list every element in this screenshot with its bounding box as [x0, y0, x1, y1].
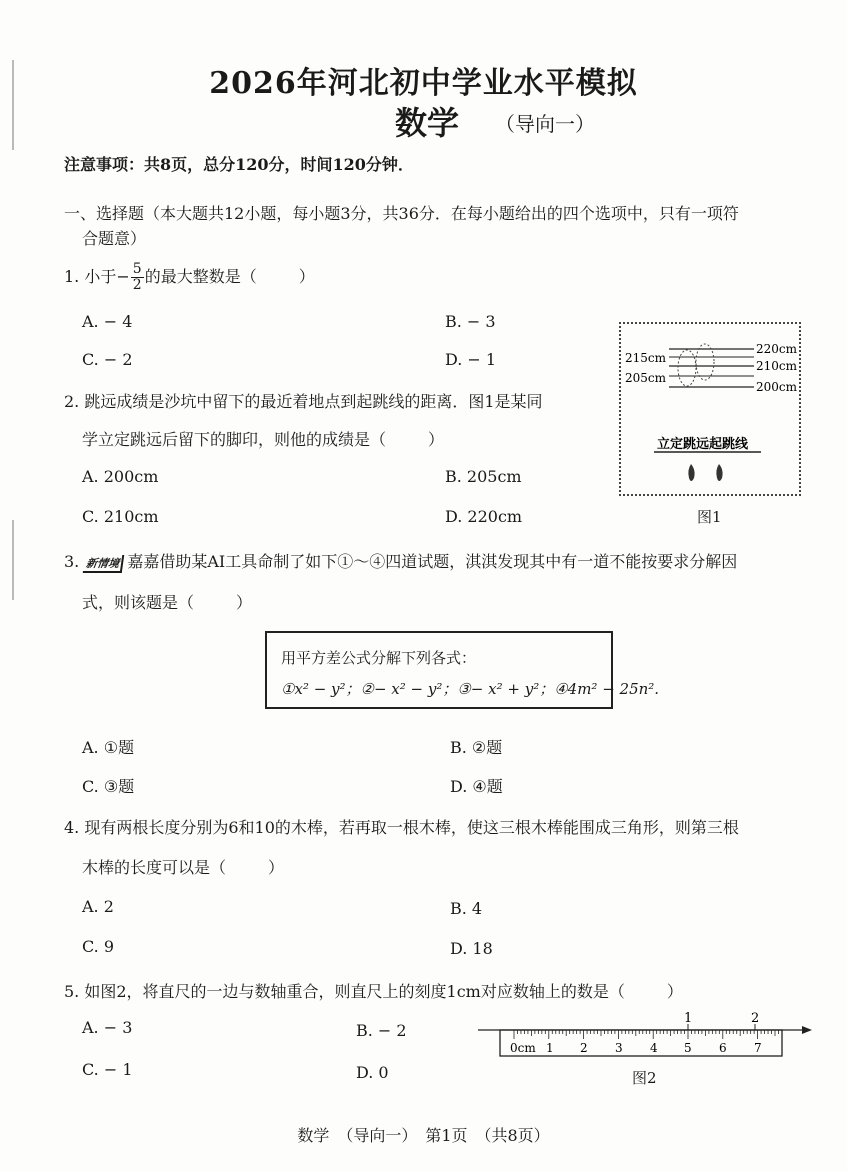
question-1	[64, 262, 315, 293]
fig1-label-200: 200cm	[756, 380, 798, 394]
q4-option-c[interactable]: C. 9	[82, 937, 115, 956]
figure-1	[619, 322, 801, 496]
ruler-label-3: 3	[615, 1041, 623, 1055]
q4-option-d[interactable]: D. 18	[450, 939, 493, 958]
figure-2-caption: 图2	[632, 1069, 657, 1087]
figure-1-drawing	[621, 324, 799, 494]
q3-close: ）	[236, 593, 253, 612]
q1-option-a[interactable]: A. − 4	[82, 312, 133, 331]
ruler-label-2: 2	[580, 1041, 588, 1055]
q4-close: ）	[268, 858, 285, 877]
q3-stem-line1: 嘉嘉借助某AI工具命制了如下①～④四道试题，淇淇发现其中有一道不能按要求分解因	[127, 552, 738, 571]
axis-label-2: 2	[751, 1011, 760, 1026]
q2-option-b[interactable]: B. 205cm	[445, 467, 522, 486]
q1-fraction	[131, 262, 144, 293]
section-heading-line1: 一、选择题（本大题共12小题，每小题3分，共36分．在每小题给出的四个选项中，只有一项符	[64, 204, 739, 223]
ruler-label-7: 7	[754, 1041, 762, 1055]
question-3-line1	[64, 549, 737, 573]
section-heading-line2: 合题意）	[82, 229, 147, 248]
q1-frac-den: 2	[132, 277, 142, 293]
page-footer: 数学 （导向一） 第1页 （共8页）	[297, 1126, 550, 1145]
footprint-right-icon	[716, 464, 722, 481]
q3-option-b[interactable]: B. ②题	[450, 738, 503, 757]
ruler-label-6: 6	[719, 1041, 727, 1055]
q1-option-b[interactable]: B. − 3	[445, 312, 496, 331]
q4-option-a[interactable]: A. 2	[82, 897, 114, 916]
question-5-line1	[64, 979, 683, 1002]
q2-option-a[interactable]: A. 200cm	[82, 467, 159, 486]
ruler-label-4: 4	[650, 1041, 658, 1055]
question-4-line1: 4. 现有两根长度分别为6和10的木棒，若再取一根木棒，使这三根木棒能围成三角形，则第三根	[64, 818, 739, 837]
fig1-label-205: 205cm	[625, 371, 667, 385]
q3-stem-line2: 式，则该题是（	[82, 593, 195, 612]
subject-subtitle: （导向一）	[495, 112, 595, 136]
q1-option-c[interactable]: C. − 2	[82, 350, 133, 369]
q3-formula-box	[265, 631, 660, 709]
q5-option-c[interactable]: C. − 1	[82, 1060, 133, 1079]
q3-number: 3.	[64, 552, 80, 571]
scan-edge-mark	[12, 520, 14, 600]
q1-frac-num: 5	[132, 261, 142, 277]
question-2-line1: 2. 跳远成绩是沙坑中留下的最近着地点到起跳线的距离．图1是某同	[64, 392, 543, 411]
exam-notice: 注意事项：共8页，总分120分，时间120分钟．	[64, 155, 414, 174]
q5-option-b[interactable]: B. − 2	[356, 1021, 407, 1040]
ruler-label-5: 5	[684, 1041, 692, 1055]
ruler-label-1: 1	[546, 1041, 554, 1055]
fig1-label-220: 220cm	[756, 342, 798, 356]
footprint-left-icon	[688, 464, 694, 481]
fig1-label-215: 215cm	[625, 351, 667, 365]
q1-minus: −	[116, 267, 130, 286]
q5-option-a[interactable]: A. − 3	[82, 1018, 133, 1037]
q4-option-b[interactable]: B. 4	[450, 899, 483, 918]
q3-box-items: ①x² − y²；②− x² − y²；③− x² + y²；④4m² − 25n².	[281, 680, 660, 698]
q3-box-title: 用平方差公式分解下列各式：	[281, 649, 477, 667]
q5-close: ）	[666, 982, 683, 1001]
q5-option-d[interactable]: D. 0	[356, 1063, 389, 1082]
ruler-body	[500, 1030, 782, 1056]
figure-1-caption: 图1	[697, 508, 722, 526]
q1-suffix: 的最大整数是（	[144, 267, 257, 286]
ruler-label-0: 0cm	[510, 1041, 536, 1055]
q2-option-c[interactable]: C. 210cm	[82, 507, 159, 526]
q2-close: ）	[428, 430, 445, 449]
q1-prefix: 1. 小于	[64, 267, 117, 286]
figure-2-drawing	[470, 1008, 820, 1063]
axis-arrow-icon	[802, 1026, 812, 1034]
question-2-line2	[82, 427, 444, 450]
fig1-label-210: 210cm	[756, 359, 798, 373]
q3-option-a[interactable]: A. ①题	[82, 738, 135, 757]
question-4-line2	[82, 855, 284, 878]
q2-stem: 学立定跳远后留下的脚印，则他的成绩是（	[82, 430, 387, 449]
question-3-line2	[82, 590, 252, 613]
fig1-baseline-label: 立定跳远起跳线	[657, 437, 749, 452]
new-context-badge: 新情境	[83, 555, 125, 573]
q3-option-c[interactable]: C. ③题	[82, 777, 135, 796]
q2-option-d[interactable]: D. 220cm	[445, 507, 523, 526]
q1-option-d[interactable]: D. − 1	[445, 350, 497, 369]
exam-title: 2026年河北初中学业水平模拟	[209, 66, 638, 101]
q1-close: ）	[298, 267, 315, 286]
q5-stem: 5. 如图2，将直尺的一边与数轴重合，则直尺上的刻度1cm对应数轴上的数是（	[64, 982, 625, 1001]
axis-label-1: 1	[684, 1011, 693, 1026]
q3-option-d[interactable]: D. ④题	[450, 777, 503, 796]
q4-stem-line2: 木棒的长度可以是（	[82, 858, 227, 877]
subject-title: 数学	[395, 104, 460, 142]
